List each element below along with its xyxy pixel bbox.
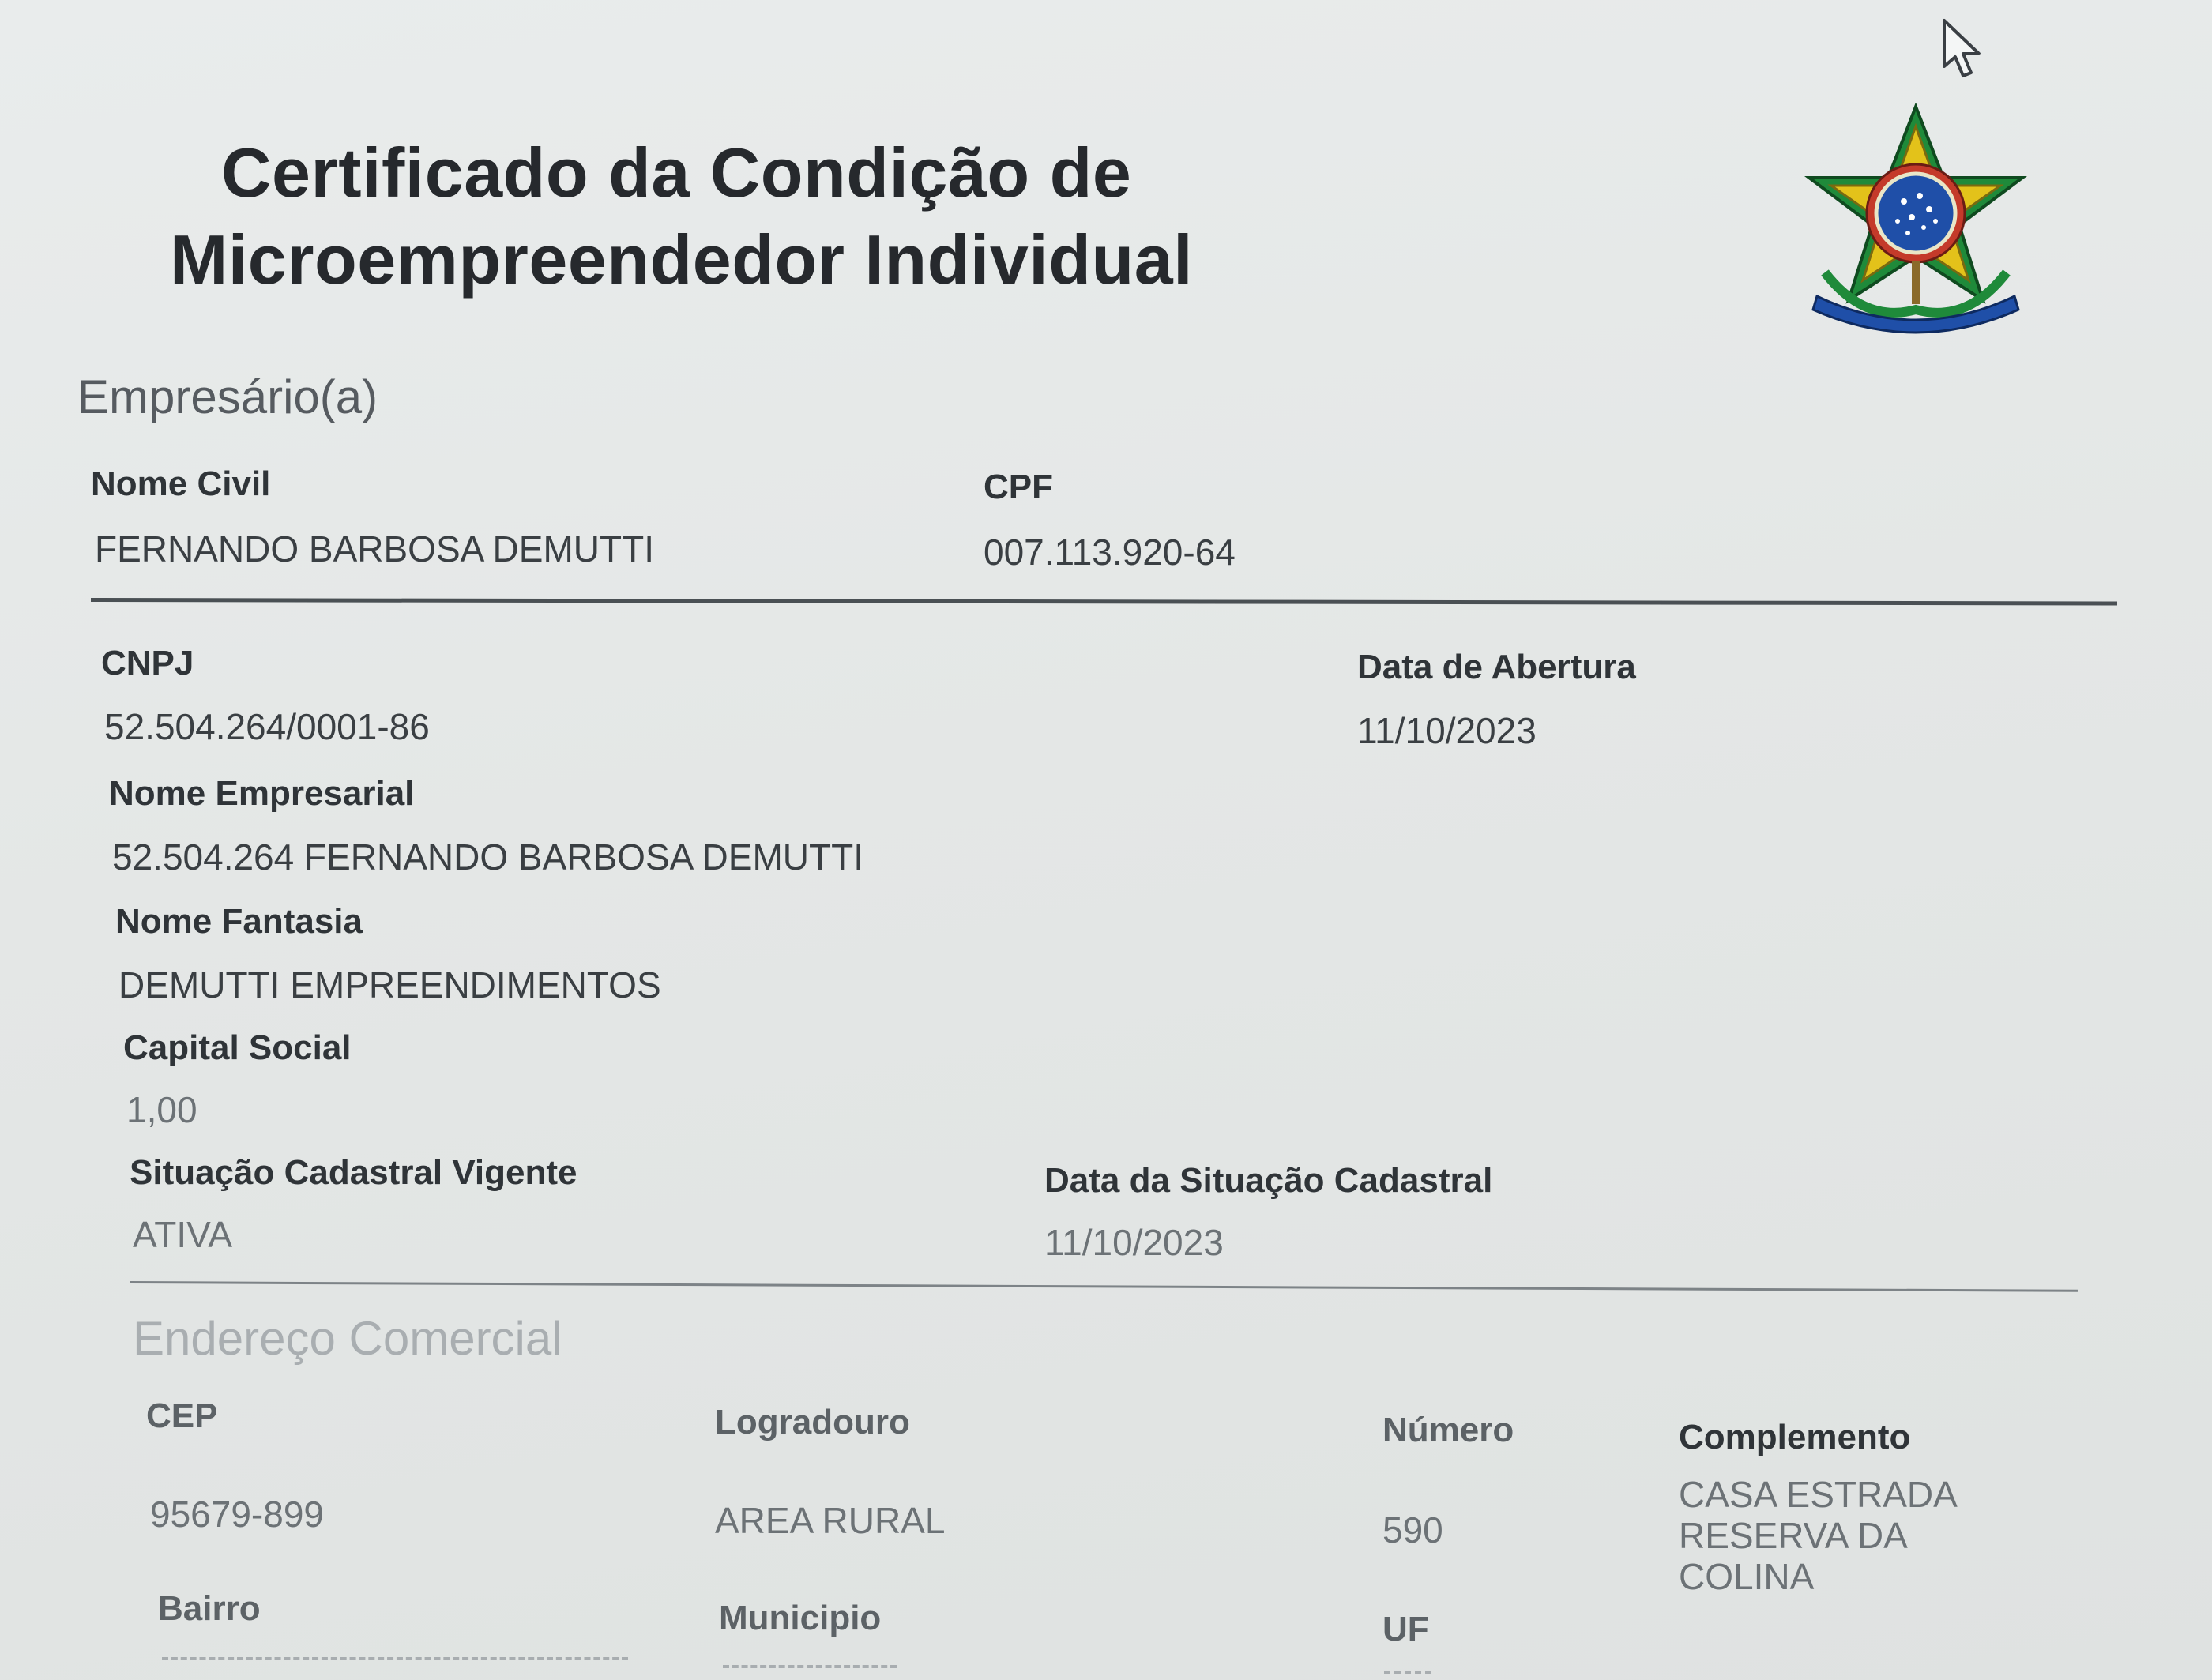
value-nome-fantasia: DEMUTTI EMPREENDIMENTOS: [118, 964, 661, 1005]
divider-empresario: [91, 598, 2117, 605]
value-data-abertura: 11/10/2023: [1357, 710, 1537, 751]
value-data-situacao: 11/10/2023: [1044, 1222, 1224, 1263]
label-nome-civil: Nome Civil: [91, 464, 271, 503]
value-numero: 590: [1382, 1509, 1443, 1550]
section-heading-empresario: Empresário(a): [77, 370, 378, 423]
label-logradouro: Logradouro: [715, 1403, 910, 1441]
value-nome-empresarial: 52.504.264 FERNANDO BARBOSA DEMUTTI: [112, 836, 863, 878]
value-cpf: 007.113.920-64: [984, 532, 1236, 573]
value-situacao-cadastral: ATIVA: [133, 1214, 233, 1255]
label-cep: CEP: [146, 1396, 218, 1435]
label-nome-fantasia: Nome Fantasia: [115, 902, 363, 941]
label-capital-social: Capital Social: [123, 1028, 352, 1067]
label-bairro: Bairro: [158, 1589, 261, 1628]
value-municipio-placeholder: [723, 1665, 897, 1668]
brazil-coat-of-arms-icon: [1793, 103, 2038, 340]
certificate-title-line-2: Microempreendedor Individual: [170, 220, 1194, 299]
value-complemento: CASA ESTRADA RESERVA DA COLINA: [1679, 1474, 1956, 1597]
label-uf: UF: [1382, 1610, 1429, 1648]
section-heading-endereco: Endereço Comercial: [133, 1312, 562, 1365]
label-data-situacao: Data da Situação Cadastral: [1044, 1161, 1493, 1200]
label-numero: Número: [1382, 1411, 1514, 1449]
label-data-abertura: Data de Abertura: [1357, 648, 1636, 686]
value-cep: 95679-899: [150, 1494, 324, 1535]
label-cpf: CPF: [984, 468, 1053, 506]
value-nome-civil: FERNANDO BARBOSA DEMUTTI: [95, 528, 654, 569]
label-situacao-cadastral: Situação Cadastral Vigente: [130, 1153, 577, 1192]
label-cnpj: CNPJ: [101, 644, 194, 682]
label-municipio: Municipio: [719, 1599, 882, 1637]
value-uf-placeholder: [1384, 1671, 1431, 1674]
divider-empresa: [130, 1281, 2078, 1292]
label-nome-empresarial: Nome Empresarial: [109, 774, 415, 813]
value-cnpj: 52.504.264/0001-86: [104, 706, 430, 747]
label-complemento: Complemento: [1679, 1418, 1911, 1456]
value-capital-social: 1,00: [126, 1089, 198, 1130]
certificate-title-line-1: Certificado da Condição de: [221, 133, 1132, 212]
value-bairro-placeholder: [162, 1657, 628, 1660]
mouse-pointer-icon: [1939, 17, 1987, 88]
value-logradouro: AREA RURAL: [715, 1500, 946, 1541]
